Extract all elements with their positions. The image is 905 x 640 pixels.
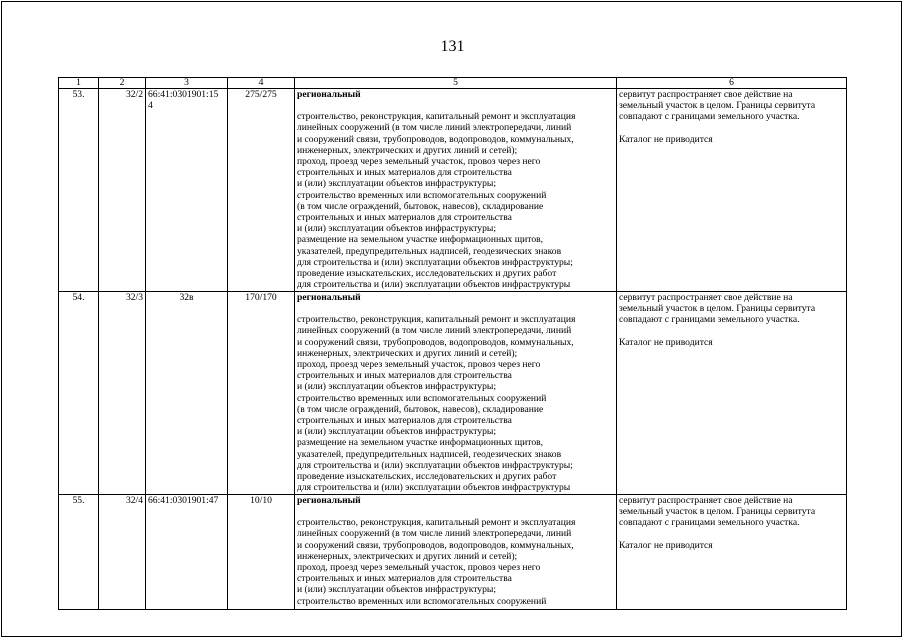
servitude-note: сервитут распространяет свое действие на земельный участок в целом. Границы сервитута совпадают с границами земельного участка. <box>619 292 816 326</box>
zone-number: 32/4 <box>99 495 146 610</box>
servitude-purpose: строительство, реконструкция, капитальный ремонт и эксплуатация линейных сооружений (в том числе линий электропередачи, линий и сооружений связи, трубопроводов, водопроводов, коммунальных, инженерных, электрических и других линий и сетей); проход, проезд через земельный участок, провоз через него строительных и иных материалов для строительства и (или) эксплуатации объектов инфраструктуры; строительство временных или вспомогательных сооружений <box>297 517 576 607</box>
catalog-note: Каталог не приводится <box>619 539 713 551</box>
zone-number: 32/3 <box>99 292 146 495</box>
area-value: 10/10 <box>228 495 295 610</box>
note-cell <box>617 292 847 495</box>
table-row <box>59 89 847 292</box>
servitude-purpose: строительство, реконструкция, капитальный ремонт и эксплуатация линейных сооружений (в том числе линий электропередачи, линий и сооружений связи, трубопроводов, водопроводов, коммунальных, инженерных, электрических и других линий и сетей); проход, проезд через земельный участок, провоз через него строительных и иных материалов для строительства и (или) эксплуатации объектов инфраструктуры; строительство временных или вспомогательных сооружений (в том числе ограждений, бытовок, навесов), складирование строительных и иных материалов для строительства и (или) эксплуатации объектов инфраструктуры; размещение на земельном участке информационных щитов, указателей, предупредительных надписей, геодезических знаков для строительства и (или) эксплуатации объектов инфраструктуры; проведение изыскательских, исследовательских и других работ для строительства и (или) эксплуатации объектов инфраструктуры <box>297 111 576 291</box>
purpose-cell <box>295 292 617 495</box>
header-col-2: 2 <box>99 78 146 89</box>
cadastral-number: 32в <box>146 292 228 495</box>
table-row <box>59 495 847 610</box>
row-number: 53. <box>59 89 99 292</box>
header-col-1: 1 <box>59 78 99 89</box>
note-cell <box>617 495 847 610</box>
servitude-kind: региональный <box>297 495 361 506</box>
header-col-4: 4 <box>228 78 295 89</box>
catalog-note: Каталог не приводится <box>619 133 713 145</box>
cadastral-number: 66:41:0301901:47 <box>146 495 228 610</box>
zone-number: 32/2 <box>99 89 146 292</box>
table-row <box>59 292 847 495</box>
servitude-kind: региональный <box>297 89 361 100</box>
area-value: 275/275 <box>228 89 295 292</box>
servitude-note: сервитут распространяет свое действие на земельный участок в целом. Границы сервитута совпадают с границами земельного участка. <box>619 495 816 529</box>
servitude-purpose: строительство, реконструкция, капитальный ремонт и эксплуатация линейных сооружений (в том числе линий электропередачи, линий и сооружений связи, трубопроводов, водопроводов, коммунальных, инженерных, электрических и других линий и сетей); проход, проезд через земельный участок, провоз через него строительных и иных материалов для строительства и (или) эксплуатации объектов инфраструктуры; строительство временных или вспомогательных сооружений (в том числе ограждений, бытовок, навесов), складирование строительных и иных материалов для строительства и (или) эксплуатации объектов инфраструктуры; размещение на земельном участке информационных щитов, указателей, предупредительных надписей, геодезических знаков для строительства и (или) эксплуатации объектов инфраструктуры; проведение изыскательских, исследовательских и других работ для строительства и (или) эксплуатации объектов инфраструктуры <box>297 314 576 494</box>
row-number: 54. <box>59 292 99 495</box>
catalog-note: Каталог не приводится <box>619 336 713 348</box>
servitude-table <box>58 77 847 610</box>
servitude-note: сервитут распространяет свое действие на земельный участок в целом. Границы сервитута совпадают с границами земельного участка. <box>619 89 816 123</box>
header-col-3: 3 <box>146 78 228 89</box>
area-value: 170/170 <box>228 292 295 495</box>
purpose-cell <box>295 89 617 292</box>
servitude-kind: региональный <box>297 292 361 303</box>
row-number: 55. <box>59 495 99 610</box>
page-number: 131 <box>440 38 465 55</box>
header-row <box>59 78 847 89</box>
header-col-5: 5 <box>295 78 617 89</box>
purpose-cell <box>295 495 617 610</box>
header-col-6: 6 <box>617 78 847 89</box>
cadastral-number: 66:41:0301901:15 4 <box>146 89 228 292</box>
note-cell <box>617 89 847 292</box>
